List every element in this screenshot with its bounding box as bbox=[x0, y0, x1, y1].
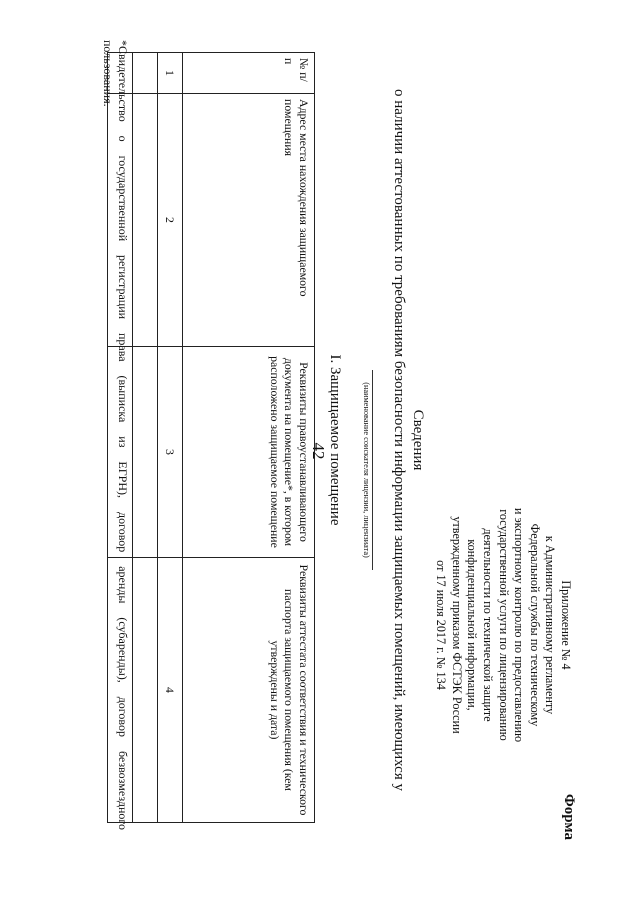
appendix-line: к Административному регламенту bbox=[543, 535, 558, 715]
appendix-block bbox=[433, 480, 573, 770]
footnote: *Свидетельство о государственной регистрации права (выписка из ЕГРН), договор аренды (субаренды), договор безвозмездного пользования. bbox=[101, 40, 130, 830]
column-number: 1 bbox=[158, 53, 183, 94]
appendix-line: утвержденному приказом ФСТЭК России bbox=[449, 516, 464, 734]
title-line-2: о наличии аттестованных по требованиям безопасности информации защищаемых помещений, имеющихся у bbox=[391, 89, 407, 791]
table-cell bbox=[133, 53, 158, 94]
table-row bbox=[133, 53, 158, 823]
appendix-line: деятельности по технической защите bbox=[481, 528, 496, 722]
document-sheet bbox=[55, 40, 585, 840]
table-header-row bbox=[183, 53, 315, 823]
column-number: 3 bbox=[158, 347, 183, 558]
section-title: I. Защищаемое помещение bbox=[327, 354, 343, 526]
appendix-line: конфиденциальной информации, bbox=[465, 539, 480, 711]
title-line-1: Сведения bbox=[410, 409, 426, 471]
header-address: Адрес места нахождения защищаемого помещения bbox=[183, 94, 315, 347]
table-cell bbox=[133, 347, 158, 558]
appendix-line: Приложение № 4 bbox=[559, 580, 573, 670]
table-cell bbox=[133, 94, 158, 347]
applicant-field bbox=[362, 370, 373, 570]
header-ownership-document: Реквизиты правоустанавливающего документа на помещение*, в котором расположено защищаемое помещение bbox=[183, 347, 315, 558]
document-title bbox=[389, 40, 427, 840]
column-number: 2 bbox=[158, 94, 183, 347]
applicant-caption: (наименование соискателя лицензии, лицензиата) bbox=[362, 382, 371, 558]
appendix-line: от 17 июля 2017 г. № 134 bbox=[434, 560, 449, 690]
form-label: Форма bbox=[561, 793, 577, 840]
appendix-line: государственной услуги по лицензированию bbox=[496, 509, 511, 741]
premises-table bbox=[107, 52, 315, 823]
table-column-number-row bbox=[158, 53, 183, 823]
page-number: 42 bbox=[309, 442, 328, 460]
table-cell bbox=[133, 558, 158, 823]
column-number: 4 bbox=[158, 558, 183, 823]
header-certificate: Реквизиты аттестата соответствия и технического паспорта защищаемого помещения (кем утверждены и дата) bbox=[183, 558, 315, 823]
appendix-line: Федеральной службы по техническому bbox=[527, 523, 542, 727]
header-number: № п/п bbox=[183, 53, 315, 94]
applicant-underline bbox=[372, 370, 373, 570]
appendix-line: и экспортному контролю по предоставлению bbox=[512, 507, 527, 743]
